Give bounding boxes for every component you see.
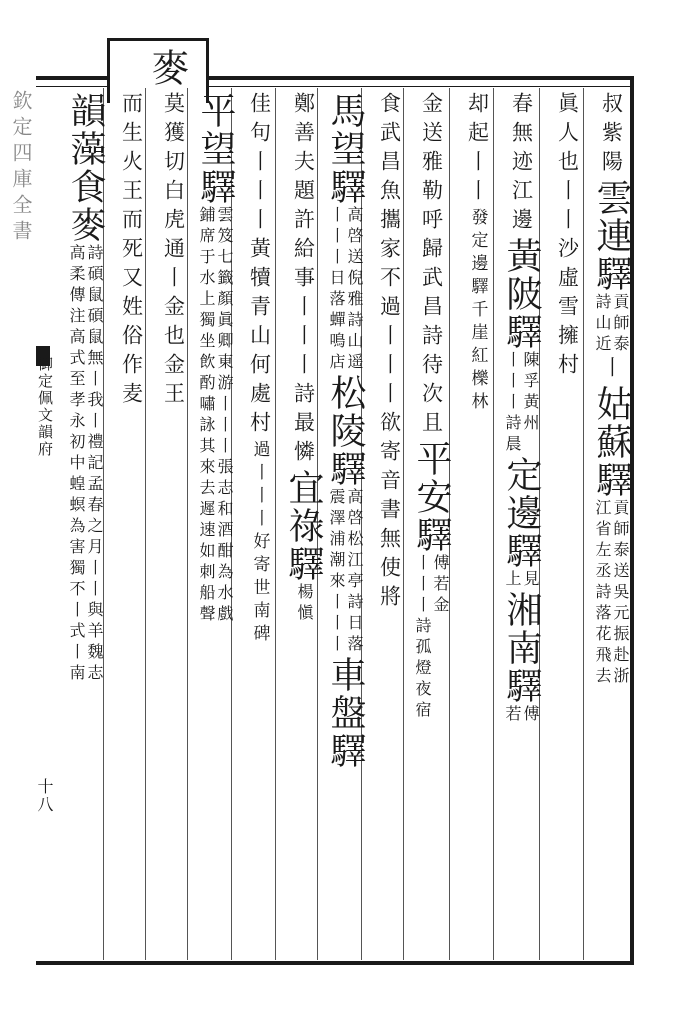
body-text: 食武昌魚攜家不過丨丨丨欲寄音書無使將 <box>377 92 402 614</box>
annotation-pair <box>594 293 628 356</box>
body-text: 叔紫陽 <box>599 92 624 179</box>
annotation-pair <box>594 499 628 688</box>
entry-heading: 雲連驛 <box>591 179 632 293</box>
annotation-pair <box>198 206 232 626</box>
entry-heading: 黃陂驛 <box>501 237 542 351</box>
body-text: 佳句丨丨丨黃犢青山何處村 <box>247 92 272 440</box>
page-number: 十八 <box>35 778 54 814</box>
body-text: 丨 <box>599 356 624 385</box>
annotation-left: 丨丨丨日落蟬鳴店 <box>327 206 346 374</box>
annotation-pair <box>328 488 362 656</box>
annotation-left: 丨丨丨詩晨 <box>503 351 522 456</box>
body-text: 却起丨丨 <box>465 92 490 208</box>
entry-heading: 姑蘇驛 <box>591 385 632 499</box>
body-text: 而生火王而死又姓俗作麦 <box>119 92 144 411</box>
entry-heading: 湘南驛 <box>501 591 542 705</box>
annotation-right: 詩碩鼠碩鼠無丨我丨禮記孟春之月丨丨與羊魏志 <box>85 244 104 685</box>
annotation-pair <box>504 351 538 456</box>
annotation-pair <box>328 206 362 374</box>
text-column <box>104 92 158 954</box>
annotation-right: 貢師泰 <box>611 293 630 356</box>
heading-character: 麥 <box>145 48 189 88</box>
text-column <box>58 92 112 954</box>
annotation-left: 上 <box>503 570 522 591</box>
annotation-right: 貢師泰送吳元振赴浙 <box>611 499 630 688</box>
left-margin-title: 欽定四庫全書 <box>9 90 33 246</box>
annotation-right: 楊愼 <box>295 583 314 625</box>
annotation-left: 江省左丞詩落花飛去 <box>593 499 612 688</box>
annotation-pair <box>504 570 538 591</box>
annotation-right: 高啓送倪雅詩山遥 <box>345 206 364 374</box>
body-text: 眞人也 <box>555 92 580 179</box>
annotation-right: 見 <box>521 570 540 591</box>
annotation-right: 傅 <box>521 705 540 726</box>
annotation-pair <box>294 583 312 625</box>
annotation-right: 雲笈七籤顏眞卿東游丨丨丨張志和酒酣為水戲 <box>215 206 234 626</box>
body-text: 莫獲切白虎通丨金也金王 <box>161 92 186 411</box>
annotation-right: 傅若金 <box>431 554 450 617</box>
annotation-left: 高柔傳注高式至孝永初中蝗螟為害獨不丨式丨南 <box>67 244 86 685</box>
frame-bottom-rule <box>36 961 634 965</box>
body-text: 丨丨沙虛雪擁村 <box>555 179 580 382</box>
annotation-pair <box>504 705 538 726</box>
entry-heading: 韻藻食麥 <box>65 92 106 244</box>
annotation-right: 高啓松江亭詩日落 <box>345 488 364 656</box>
annotation-left: 鋪席于水上獨坐飲酌嘯詠其來去遲速如刺船聲 <box>197 206 216 626</box>
entry-heading: 平望驛 <box>195 92 236 206</box>
annotation-right: 陳孚黃州 <box>521 351 540 435</box>
annotation-left: 若 <box>503 705 522 726</box>
body-text: 金送雅勒呼歸武昌詩待次且 <box>419 92 444 440</box>
annotation-pair <box>68 244 102 685</box>
entry-heading: 定邊驛 <box>501 456 542 570</box>
body-text: 過丨丨丨好寄世南碑 <box>249 440 270 647</box>
annotation-left: 丨丨丨詩孤燈夜宿 <box>413 554 432 722</box>
body-text: 發定邊驛千崖紅櫟林 <box>467 208 488 415</box>
entry-heading: 車盤驛 <box>325 656 366 770</box>
annotation-pair <box>414 554 448 722</box>
book-title: 御定佩文韻府 <box>36 356 54 458</box>
entry-heading: 馬望驛 <box>325 92 366 206</box>
body-text: 春無迹江邊 <box>509 92 534 237</box>
entry-heading: 平安驛 <box>411 440 452 554</box>
entry-heading: 松陵驛 <box>325 374 366 488</box>
text-column <box>540 92 594 954</box>
entry-heading: 宜祿驛 <box>283 469 324 583</box>
annotation-left: 詩山近 <box>593 293 612 356</box>
annotation-left: 震澤浦潮來丨丨丨 <box>327 488 346 656</box>
body-text: 鄭善夫題許給事丨丨丨詩最憐 <box>291 92 316 469</box>
text-column <box>450 92 504 954</box>
